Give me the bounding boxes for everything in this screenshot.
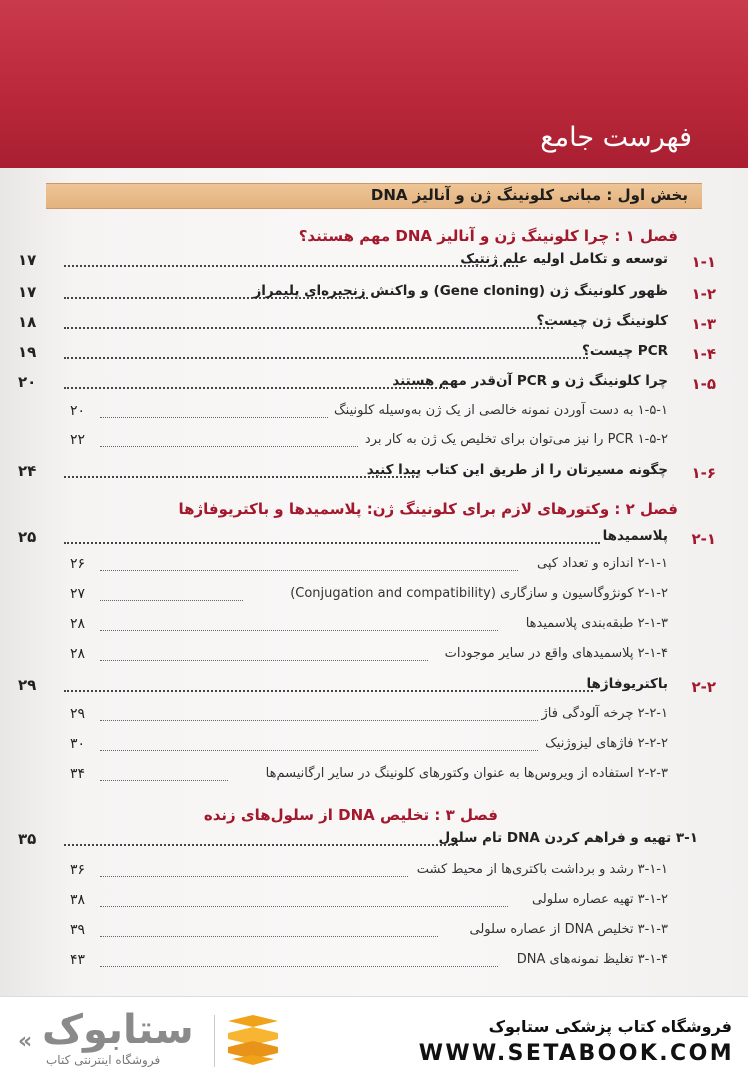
- entry-index: ۲-۲: [691, 678, 716, 696]
- entry-text: پلاسمیدها: [602, 528, 668, 544]
- leader-dots: [100, 780, 228, 781]
- entry-text: باکتریوفاژها: [586, 676, 668, 692]
- entry-text: توسعه و تکامل اولیه علم ژنتیک: [460, 251, 668, 267]
- page-number: ۲۷: [70, 586, 86, 602]
- toc-entry[interactable]: [0, 528, 748, 554]
- entry-index: ۱-۶: [691, 464, 716, 482]
- leader-dots: [100, 630, 498, 631]
- entry-text: چگونه مسیرتان را از طریق این کتاب پیدا کنید: [366, 462, 668, 478]
- toc-subentry[interactable]: [0, 736, 748, 762]
- leader-dots: [64, 542, 600, 544]
- page-number: ۲۴: [18, 462, 37, 480]
- entry-text: ۳-۱-۲ تهیه عصاره سلولی: [531, 892, 668, 907]
- page-number: ۲۰: [18, 373, 37, 391]
- page-number: ۱۷: [18, 283, 37, 301]
- toc-subentry[interactable]: [0, 922, 748, 948]
- store-logo[interactable]: [18, 1007, 278, 1073]
- entry-text: ظهور کلونینگ ژن (Gene cloning) و واکنش زنجیره‌ای پلیمراز: [253, 283, 668, 299]
- store-url[interactable]: WWW.SETABOOK.COM: [418, 1041, 734, 1066]
- chapter-heading-3: فصل ۳ : تخلیص DNA از سلول‌های زنده: [203, 806, 498, 824]
- toc-subentry[interactable]: [0, 556, 748, 582]
- toc-entry[interactable]: [0, 343, 748, 369]
- toc-subentry[interactable]: [0, 706, 748, 732]
- entry-text: ۳-۱-۳ تخلیص DNA از عصاره سلولی: [469, 922, 668, 937]
- page-number: ۳۵: [18, 830, 37, 848]
- page-number: ۲۶: [70, 556, 86, 572]
- entry-index: ۱-۱: [691, 253, 716, 271]
- page-number: ۲۵: [18, 528, 37, 546]
- toc-subentry[interactable]: [0, 403, 748, 429]
- toc-subentry[interactable]: [0, 892, 748, 918]
- leader-dots: [64, 327, 553, 329]
- page-number: ۱۹: [18, 343, 37, 361]
- logo-divider: [214, 1015, 215, 1067]
- toc-entry[interactable]: [0, 313, 748, 339]
- page-number: ۳۹: [70, 922, 86, 938]
- part-banner: [46, 183, 702, 209]
- part-title: بخش اول : مبانی کلونینگ ژن و آنالیز DNA: [370, 186, 688, 204]
- toc-subentry[interactable]: [0, 432, 748, 458]
- leader-dots: [100, 750, 538, 751]
- page-number: ۲۸: [70, 646, 86, 662]
- leader-dots: [100, 570, 518, 571]
- entry-index: ۱-۳: [691, 315, 716, 333]
- toc-entry[interactable]: [0, 251, 748, 277]
- entry-text: ۲-۱-۲ کونژوگاسیون و سازگاری (Conjugation and compatibility): [290, 586, 668, 601]
- leader-dots: [100, 660, 428, 661]
- store-name: فروشگاه کتاب پزشکی ستابوک: [488, 1017, 732, 1036]
- entry-text: کلونینگ ژن چیست؟: [536, 313, 668, 329]
- page-number: ۴۳: [70, 952, 86, 968]
- entry-text: ۲-۲-۱ چرخه آلودگی فاژ: [541, 706, 668, 721]
- chapter-heading-1: فصل ۱ : چرا کلونینگ ژن و آنالیز DNA مهم هستند؟: [298, 227, 678, 245]
- leader-dots: [100, 417, 328, 418]
- entry-index: ۱-۵: [691, 375, 716, 393]
- leader-dots: [100, 446, 358, 447]
- page-number: ۳۴: [70, 766, 86, 782]
- toc-entry[interactable]: [0, 373, 748, 399]
- logo-tagline: فروشگاه اینترنتی کتاب: [46, 1053, 161, 1067]
- entry-text: ۲-۲-۳ استفاده از ویروس‌ها به عنوان وکتورهای کلونینگ در سایر ارگانیسم‌ها: [265, 766, 668, 781]
- page-number: ۳۰: [70, 736, 86, 752]
- toc-entry[interactable]: [0, 283, 748, 309]
- page-number: ۲۰: [70, 403, 86, 419]
- logo-wordmark: ستابوک: [42, 1007, 194, 1053]
- store-footer: [0, 996, 748, 1080]
- leader-dots: [100, 720, 538, 721]
- leader-dots: [100, 936, 438, 937]
- double-chevron-icon: «: [18, 1029, 33, 1054]
- toc-subentry[interactable]: [0, 952, 748, 978]
- page-number: ۲۸: [70, 616, 86, 632]
- page-number: ۲۹: [70, 706, 86, 722]
- toc-subentry[interactable]: [0, 646, 748, 672]
- toc-entry[interactable]: [0, 462, 748, 488]
- entry-index: ۱-۲: [691, 285, 716, 303]
- page-number: ۳۶: [70, 862, 86, 878]
- entry-text: ۲-۱-۳ طبقه‌بندی پلاسمیدها: [525, 616, 668, 631]
- entry-text: ۳-۱-۱ رشد و برداشت باکتری‌ها از محیط کشت: [416, 862, 668, 877]
- toc-entry[interactable]: [0, 676, 748, 702]
- leader-dots: [64, 357, 588, 359]
- leader-dots: [100, 876, 408, 877]
- leader-dots: [100, 906, 508, 907]
- leader-dots: [100, 966, 498, 967]
- toc-entry[interactable]: [0, 830, 748, 856]
- entry-text: ۳-۱ تهیه و فراهم کردن DNA تام سلول: [438, 830, 698, 846]
- leader-dots: [64, 690, 593, 692]
- entry-index: ۱-۴: [691, 345, 716, 363]
- book-stack-icon: [224, 1015, 282, 1067]
- header-band: [0, 0, 748, 168]
- entry-text: ۲-۲-۲ فاژهای لیزوژنیک: [545, 736, 668, 751]
- toc-subentry[interactable]: [0, 586, 748, 612]
- entry-index: ۲-۱: [691, 530, 716, 548]
- leader-dots: [100, 600, 243, 601]
- toc-subentry[interactable]: [0, 616, 748, 642]
- toc-subentry[interactable]: [0, 862, 748, 888]
- entry-text: PCR چیست؟: [581, 343, 668, 359]
- leader-dots: [64, 844, 458, 846]
- page-title: فهرست جامع: [540, 122, 692, 153]
- entry-text: ۳-۱-۴ تغلیظ نمونه‌های DNA: [516, 952, 668, 967]
- page-number: ۲۹: [18, 676, 37, 694]
- page-number: ۱۸: [18, 313, 37, 331]
- toc-subentry[interactable]: [0, 766, 748, 792]
- entry-text: ۲-۱-۱ اندازه و تعداد کپی: [537, 556, 668, 571]
- entry-text: ۱-۵-۲ PCR را نیز می‌توان برای تخلیص یک ژن به کار برد: [364, 432, 668, 447]
- page-number: ۳۸: [70, 892, 86, 908]
- entry-text: ۱-۵-۱ به دست آوردن نمونه خالصی از یک ژن به‌وسیله کلونینگ: [334, 403, 668, 418]
- page-number: ۱۷: [18, 251, 37, 269]
- leader-dots: [64, 265, 518, 267]
- entry-text: ۲-۱-۴ پلاسمیدهای واقع در سایر موجودات: [444, 646, 668, 661]
- chapter-heading-2: فصل ۲ : وکتورهای لازم برای کلونینگ ژن: پلاسمیدها و باکتریوفاژها: [178, 500, 678, 518]
- page-number: ۲۲: [70, 432, 86, 448]
- entry-text: چرا کلونینگ ژن و PCR آن‌قدر مهم هستند: [392, 373, 668, 389]
